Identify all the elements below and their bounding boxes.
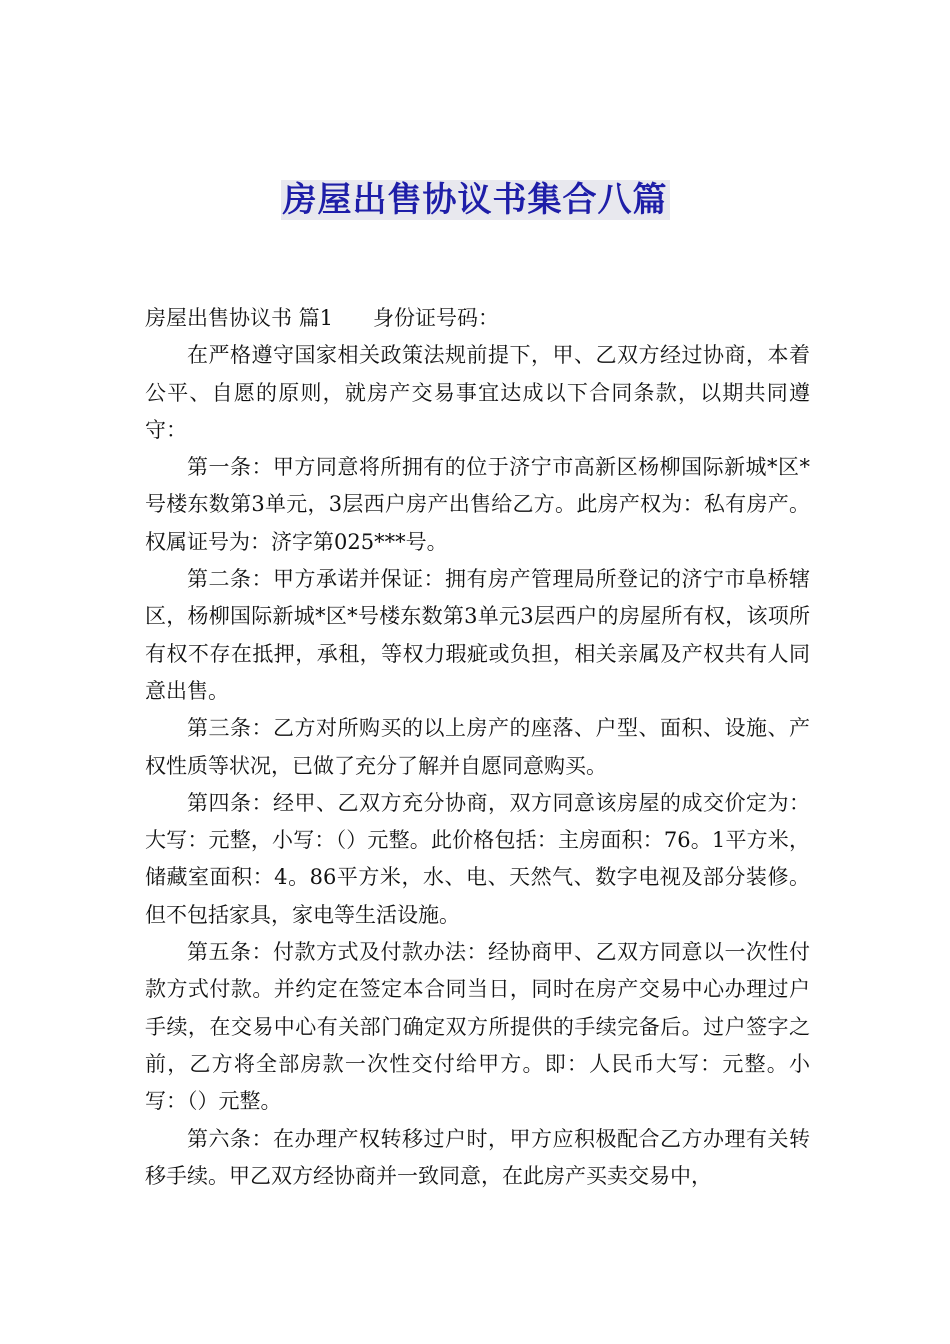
id-number-field-label: 身份证号码： (373, 306, 500, 330)
paragraph-article-4: 第四条：经甲、乙双方充分协商，双方同意该房屋的成交价定为：大写：元整，小写：（）元整。此价格包括：主房面积：76。1平方米，储藏室面积：4。86平方米，水、电、天然气、数字电视及部分装修。但不包括家具，家电等生活设施。 (145, 790, 810, 927)
paragraph-article-1: 第一条：甲方同意将所拥有的位于济宁市高新区杨柳国际新城*区*号楼东数第3单元，3层西户房产出售给乙方。此房产权为：私有房产。权属证号为：济字第025***号。 (145, 455, 810, 554)
paragraph-article-3: 第三条：乙方对所购买的以上房产的座落、户型、面积、设施、产权性质等状况，已做了充分了解并自愿同意购买。 (145, 716, 810, 778)
paragraph-article-5: 第五条：付款方式及付款办法：经协商甲、乙双方同意以一次性付款方式付款。并约定在签定本合同当日，同时在房产交易中心办理过户手续，在交易中心有关部门确定双方所提供的手续完备后。过户签字之前，乙方将全部房款一次性交付给甲方。即：人民币大写：元整。小写：（）元整。 (145, 940, 810, 1114)
document-title-text: 房屋出售协议书集合八篇 (282, 180, 668, 220)
document-body (145, 300, 810, 1195)
paragraph-article-2: 第二条：甲方承诺并保证：拥有房产管理局所登记的济宁市阜桥辖区，杨柳国际新城*区*号楼东数第3单元3层西户的房屋所有权，该项所有权不存在抵押，承租，等权力瑕疵或负担，相关亲属及产权共有人同意出售。 (145, 567, 810, 703)
document-title (0, 176, 950, 224)
section-heading-label: 房屋出售协议书 篇1 (145, 306, 334, 330)
paragraph-article-6: 第六条：在办理产权转移过户时，甲方应积极配合乙方办理有关转移手续。甲乙双方经协商并一致同意，在此房产买卖交易中， (145, 1126, 810, 1188)
paragraph-intro: 在严格遵守国家相关政策法规前提下，甲、乙双方经过协商，本着公平、自愿的原则，就房产交易事宜达成以下合同条款，以期共同遵守： (145, 343, 810, 442)
section-heading (145, 300, 810, 337)
